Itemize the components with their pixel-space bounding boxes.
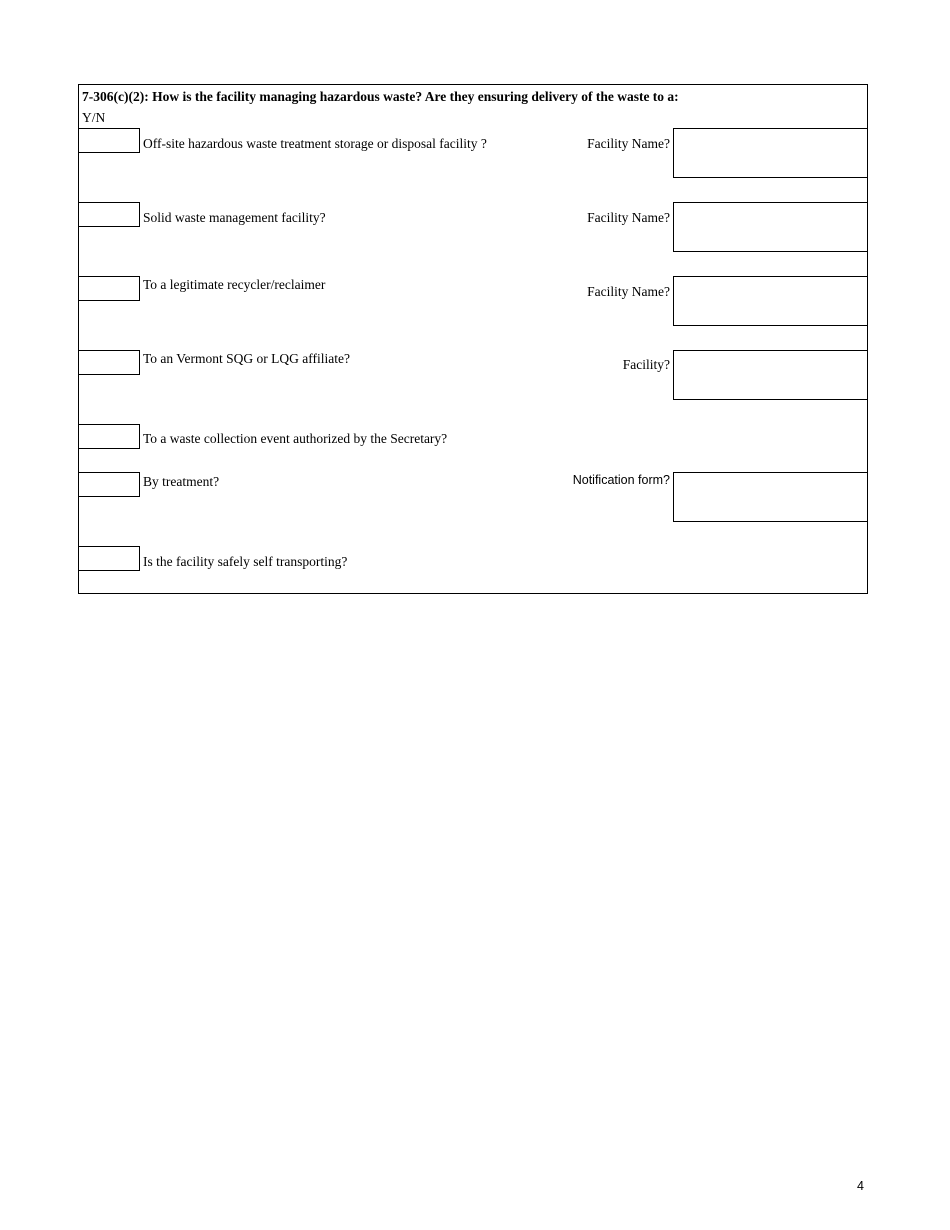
facility-name-input-offsite-tsdf[interactable]	[673, 128, 868, 178]
facility-name-label: Facility Name?	[587, 136, 670, 151]
yn-input-affiliate[interactable]	[78, 350, 140, 375]
facility-name-label: Facility Name?	[587, 210, 670, 225]
notification-form-label: Notification form?	[572, 473, 670, 487]
yn-input-offsite-tsdf[interactable]	[78, 128, 140, 153]
yn-input-recycler[interactable]	[78, 276, 140, 301]
yn-input-self-transport[interactable]	[78, 546, 140, 571]
question-collection-event: To a waste collection event authorized by the Secretary?	[143, 431, 448, 446]
facility-name-input-recycler[interactable]	[673, 276, 868, 326]
notification-form-input[interactable]	[673, 472, 868, 522]
facility-name-label: Facility Name?	[587, 284, 670, 299]
question-recycler: To a legitimate recycler/reclaimer	[143, 277, 326, 292]
question-treatment: By treatment?	[143, 474, 220, 489]
yn-input-collection-event[interactable]	[78, 424, 140, 449]
facility-name-input-solid-waste[interactable]	[673, 202, 868, 252]
facility-label: Facility?	[622, 357, 670, 372]
yn-input-treatment[interactable]	[78, 472, 140, 497]
yn-input-solid-waste[interactable]	[78, 202, 140, 227]
question-solid-waste: Solid waste management facility?	[143, 210, 326, 225]
facility-input-affiliate[interactable]	[673, 350, 868, 400]
question-affiliate: To an Vermont SQG or LQG affiliate?	[143, 351, 351, 366]
page-number: 4	[857, 1179, 864, 1193]
question-offsite-tsdf: Off-site hazardous waste treatment storage or disposal facility ?	[143, 136, 487, 151]
form-heading: 7-306(c)(2): How is the facility managing hazardous waste? Are they ensuring delivery of the waste to a:	[82, 89, 679, 104]
question-self-transport: Is the facility safely self transporting?	[143, 554, 348, 569]
yn-column-label: Y/N	[82, 110, 106, 125]
